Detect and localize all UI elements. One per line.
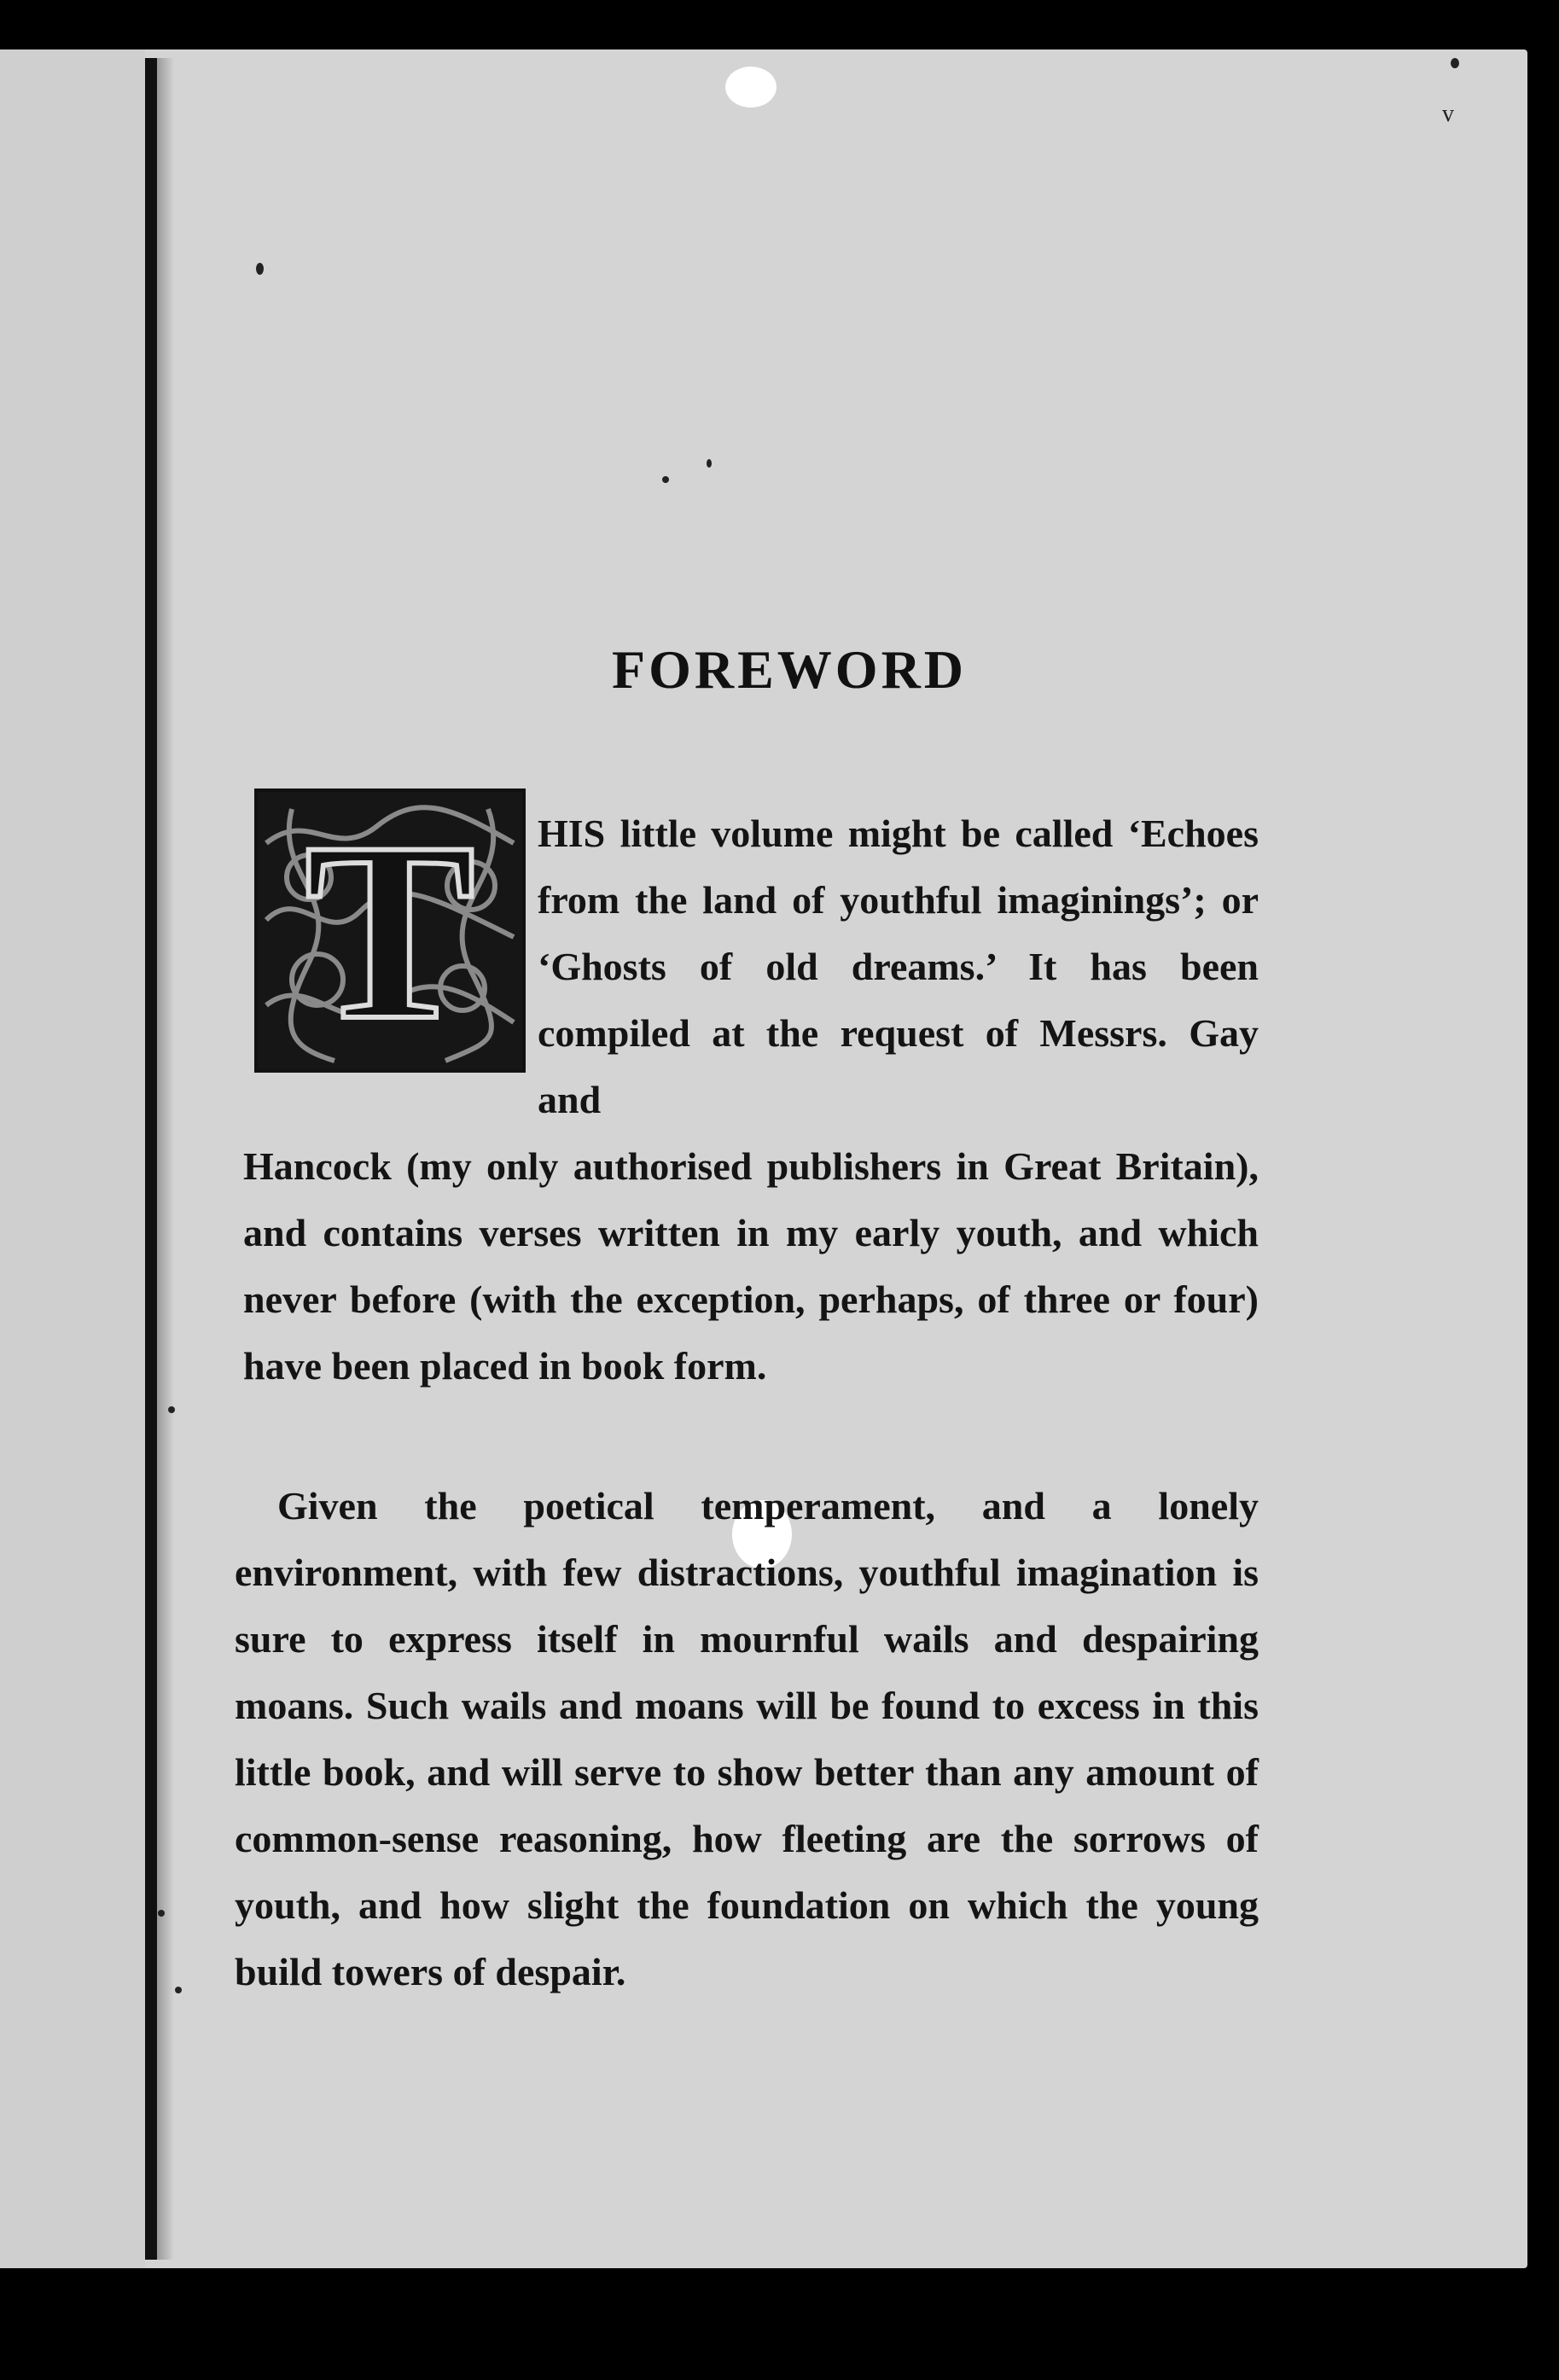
paper-speck (707, 459, 712, 468)
paragraph-1-opening: HIS little volume might be called ‘Echoes from the land of youthful imaginings’; or ‘Ghosts of old dreams.’ It has been compiled at the request of Messrs. Gay and (538, 812, 1259, 1121)
paper-speck (158, 1910, 165, 1917)
paper-speck (256, 263, 264, 275)
paper-speck (1451, 58, 1459, 68)
paragraph-2 (235, 1473, 1259, 2005)
paper-speck (662, 476, 669, 483)
paragraph-2-text: Given the poetical temperament, and a lonely environment, with few distractions, youthful imagination is sure to express itself in mournful wails and despairing moans. Such wails and moans will be found to excess in this little book, and will serve to show better than any amount of common-sense reasoning, how fleeting are the sorrows of youth, and how slight the foundation on which the young build towers of despair. (235, 1484, 1259, 1993)
facing-page-edge (0, 49, 145, 2268)
page-title: FOREWORD (612, 639, 967, 700)
paper-speck (168, 1406, 175, 1413)
paragraph-1-continuation: Hancock (my only authorised publishers in Great Britain), and contains verses written in my early youth, and which never before (with the exception, perhaps, of three or four) have been placed in book form. (243, 1144, 1259, 1388)
binding-gutter (145, 58, 157, 2260)
page-number: v (1442, 101, 1454, 127)
drop-cap-ornament (254, 788, 526, 1073)
gutter-shadow (157, 58, 174, 2260)
paper-speck (175, 1987, 182, 1993)
book-page (0, 49, 1527, 2268)
paper-blemish (725, 67, 777, 108)
drop-cap-letter: T (304, 788, 476, 1073)
